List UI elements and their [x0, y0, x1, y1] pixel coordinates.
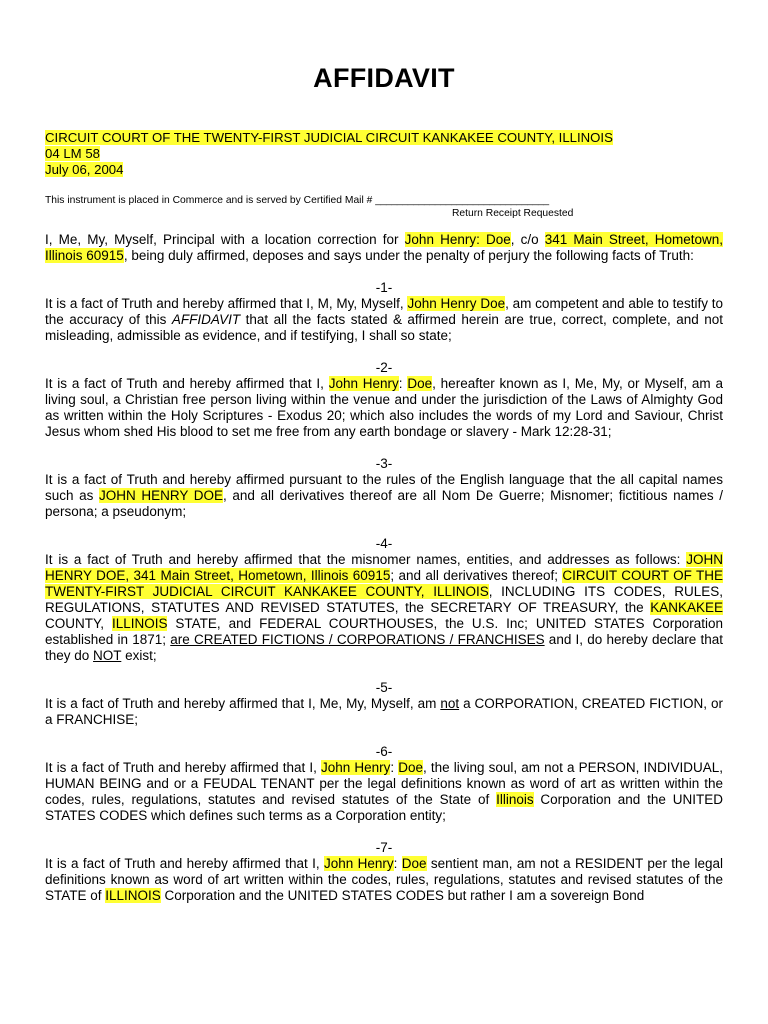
intro-paragraph — [45, 232, 723, 264]
fact-number: -5- — [375, 680, 393, 695]
highlighted-text: JOHN HENRY DOE, 341 Main Street, Hometown, Illinois 60915 — [45, 552, 723, 583]
text-run: It is a fact of Truth and hereby affirmed that I, — [45, 760, 322, 775]
fact-item — [45, 840, 723, 904]
highlighted-text: John Henry — [323, 856, 394, 871]
case-number: 04 LM 58 — [45, 145, 100, 161]
document-title: AFFIDAVIT — [313, 63, 455, 93]
fact-item — [45, 456, 723, 520]
text-run: , the living soul, am not a PERSON, INDIVIDUAL, HUMAN BEING and or a FEUDAL TENANT per the legal definitions known as word of art as written within the codes, rules, regulations, statutes and revised statutes of the State of — [45, 760, 723, 807]
text-run: sentient man, am not a RESIDENT per the legal definitions known as word of art written within the codes, rules, regulations, statutes and revised statutes of the STATE of — [45, 856, 723, 903]
text-run: Corporation and the UNITED STATES CODES which defines such terms as a Corporation entity; — [45, 792, 723, 823]
underlined-text: not — [440, 696, 460, 711]
text-run: , hereafter known as I, Me, My, or Myself, am a living soul, a Christian free person living within the venue and under the jurisdiction of the Laws of Almighty God as written within the Holy Scriptures - Exodus 20; which also includes the words of my Lord and Saviour, Christ Jesus whom shed His blood to set me free from any earth bondage or slavery - Mark 12:28-31; — [45, 376, 723, 439]
affidavit-body — [45, 232, 723, 920]
text-run: : — [398, 376, 408, 391]
text-run: Corporation and the UNITED STATES CODES but rather I am a sovereign Bond — [160, 888, 645, 903]
fact-number: -6- — [375, 744, 393, 759]
court-name: CIRCUIT COURT OF THE TWENTY-FIRST JUDICIAL CIRCUIT KANKAKEE COUNTY, ILLINOIS — [45, 130, 613, 145]
highlighted-text: KANKAKEE — [650, 600, 723, 615]
highlighted-text: Doe — [407, 376, 433, 391]
fact-number: -3- — [375, 456, 393, 471]
highlighted-text: Doe — [398, 760, 424, 775]
text-run: : — [390, 760, 399, 775]
fact-paragraph — [45, 696, 723, 728]
fact-item — [45, 360, 723, 440]
fact-number: -2- — [375, 360, 393, 375]
text-run: a CORPORATION, CREATED FICTION, or a FRANCHISE; — [45, 696, 723, 727]
fact-paragraph — [45, 760, 723, 824]
highlighted-text: JOHN HENRY DOE — [99, 488, 224, 503]
fact-item — [45, 680, 723, 728]
text-run: : — [393, 856, 402, 871]
highlighted-text: John Henry — [328, 376, 399, 391]
fact-number: -1- — [375, 280, 393, 295]
text-run: ; and all derivatives thereof; — [390, 568, 563, 583]
underlined-text: NOT — [93, 648, 122, 663]
text-run: , and all derivatives thereof are all Nom De Guerre; Misnomer; fictitious names / persona; a pseudonym; — [45, 488, 723, 519]
fact-item — [45, 280, 723, 344]
text-run: It is a fact of Truth and hereby affirmed that I, — [45, 856, 324, 871]
fact-paragraph — [45, 376, 723, 440]
fact-paragraph — [45, 856, 723, 904]
return-receipt-note: Return Receipt Requested — [452, 208, 574, 219]
fact-item — [45, 536, 723, 664]
certified-mail-text: This instrument is placed in Commerce and is served by Certified Mail # — [45, 195, 376, 206]
facts-list — [45, 280, 723, 904]
highlighted-text: Illinois — [496, 792, 534, 807]
fact-item — [45, 744, 723, 824]
text-run: , am competent and able to testify to the accuracy of this — [45, 296, 723, 327]
court-header — [45, 130, 613, 177]
text-run: , c/o — [510, 232, 545, 247]
text-run: It is a fact of Truth and hereby affirmed that I, — [45, 376, 329, 391]
underlined-text: are CREATED FICTIONS / CORPORATIONS / FRANCHISES — [170, 632, 545, 647]
fact-number: -7- — [375, 840, 393, 855]
highlighted-text: Doe — [401, 856, 427, 871]
highlighted-text: 341 Main Street, Hometown, Illinois 60915 — [45, 232, 724, 263]
highlighted-text: John Henry: Doe — [404, 232, 511, 247]
text-run: It is a fact of Truth and hereby affirmed that the misnomer names, entities, and addresses as follows: — [45, 552, 687, 567]
certified-mail-number-blank: ________________________________ — [375, 195, 549, 206]
text-run: , being duly affirmed, deposes and says under the penalty of perjury the following facts of Truth: — [123, 248, 694, 263]
highlighted-text: ILLINOIS — [111, 616, 168, 631]
text-run: COUNTY, — [45, 616, 112, 631]
document-date: July 06, 2004 — [45, 161, 124, 177]
certified-mail-line — [45, 195, 549, 206]
italic-text: AFFIDAVIT — [171, 312, 241, 327]
highlighted-text: CIRCUIT COURT OF THE TWENTY-FIRST JUDICIAL CIRCUIT KANKAKEE COUNTY, ILLINOIS — [45, 568, 724, 599]
highlighted-text: John Henry Doe — [407, 296, 506, 311]
text-run: that all the facts stated & affirmed herein are true, correct, complete, and not misleading, admissible as evidence, and if testifying, I shall so state; — [45, 312, 723, 343]
text-run: It is a fact of Truth and hereby affirmed pursuant to the rules of the English language that the all capital names such as — [45, 472, 723, 503]
text-run: It is a fact of Truth and hereby affirmed that I, M, My, Myself, — [45, 296, 408, 311]
text-run: , INCLUDING ITS CODES, RULES, REGULATIONS, STATUTES AND REVISED STATUTES, the SECRETARY OF TREASURY, the — [45, 584, 723, 615]
fact-paragraph — [45, 552, 723, 664]
highlighted-text: John Henry — [321, 760, 391, 775]
text-run: STATE, and FEDERAL COURTHOUSES, the U.S. Inc; UNITED STATES Corporation established in 1871; — [45, 616, 723, 647]
fact-number: -4- — [375, 536, 393, 551]
fact-paragraph — [45, 296, 723, 344]
text-run: I, Me, My, Myself, Principal with a location correction for — [45, 232, 405, 247]
highlighted-text: ILLINOIS — [105, 888, 161, 903]
text-run: exist; — [121, 648, 157, 663]
text-run: It is a fact of Truth and hereby affirmed that I, Me, My, Myself, am — [45, 696, 441, 711]
text-run: and I, do hereby declare that they do — [45, 632, 724, 663]
fact-paragraph — [45, 472, 723, 520]
